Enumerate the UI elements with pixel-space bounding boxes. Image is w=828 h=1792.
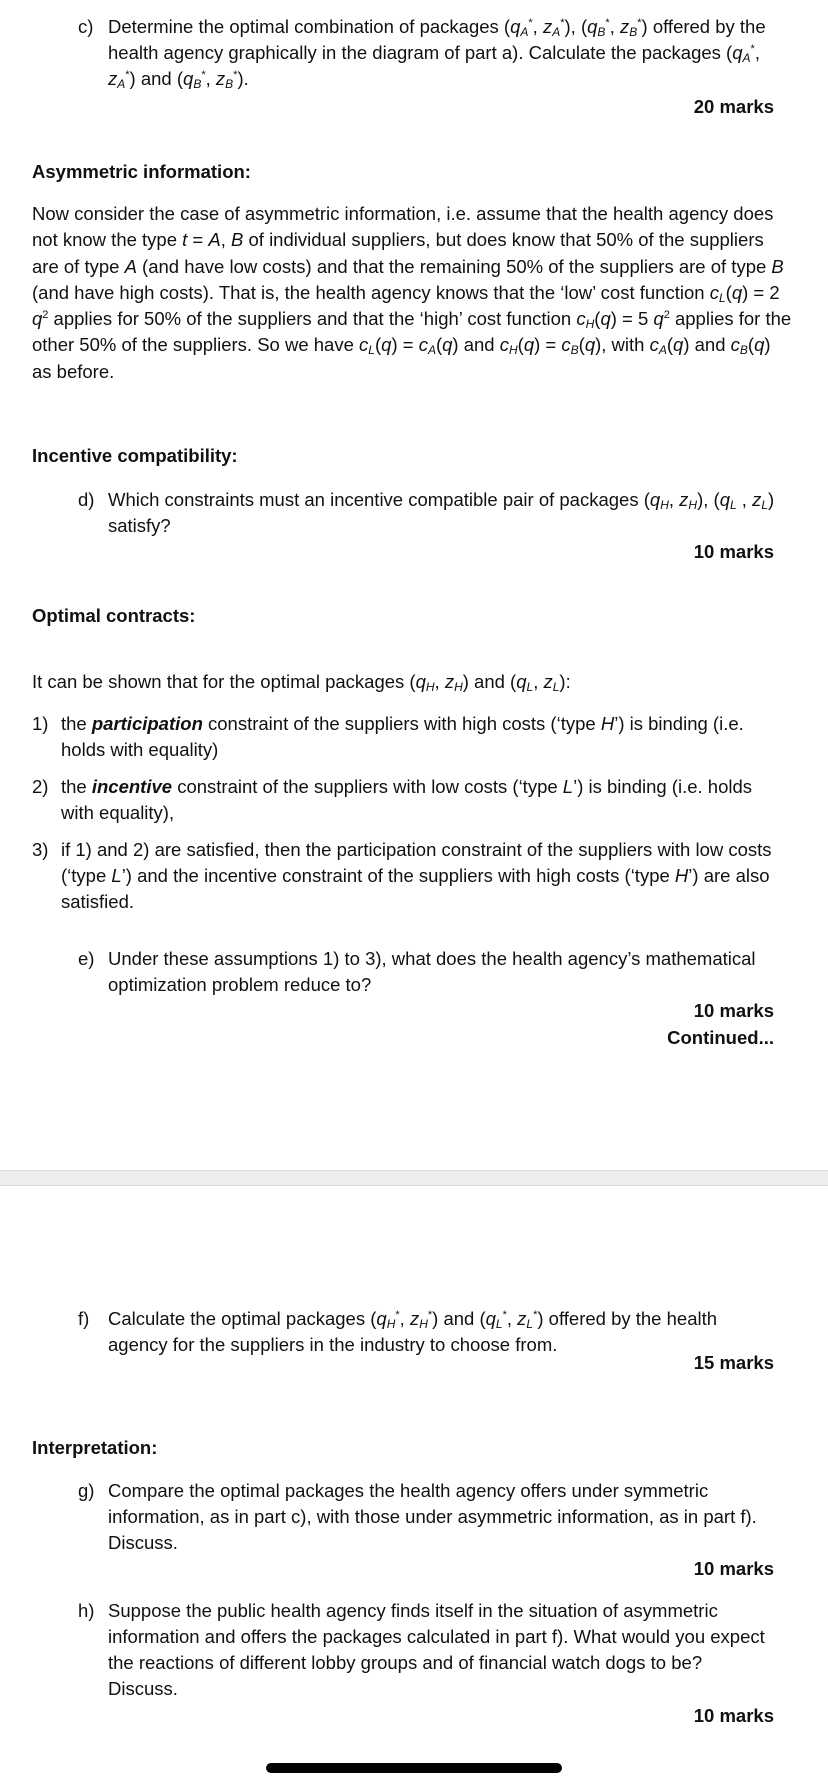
part-g-marks: 10 marks bbox=[693, 1558, 774, 1579]
part-h-marks: 10 marks bbox=[693, 1705, 774, 1726]
part-c-text: Determine the optimal combination of packages ($q_A^*$, $z_A^*$), ($q_B^*$, $z_B^*$) offered by the health agency graphically in the diagram of part a). Calculate the packages ($q_A^*$, $z_A^*$) and ($q_B^*$, $z_B^*$). bbox=[108, 16, 766, 91]
part-f-label: f) bbox=[78, 1308, 90, 1329]
interpretation-heading: Interpretation: bbox=[32, 1437, 158, 1458]
home-indicator[interactable] bbox=[266, 1763, 562, 1773]
part-h-text: Suppose the public health agency finds itself in the situation of asymmetric information and offers the packages calculated in part f). What would you expect the reactions of different lobby groups and of financial watch dogs to be? Discuss. bbox=[108, 1600, 765, 1699]
part-f-text: Calculate the optimal packages ($q_H^*$, $z_H^*$) and ($q_L^*$, $z_L^*$) offered by the health agency for the suppliers in the industry to choose from. bbox=[108, 1308, 718, 1355]
list-item-number: 3) bbox=[32, 839, 49, 860]
optimal-contracts-heading: Optimal contracts: bbox=[32, 605, 196, 626]
part-d-text: Which constraints must an incentive compatible pair of packages ($q_H$, $z_H$), ($q_L$ , $z_L$) satisfy? bbox=[108, 489, 775, 536]
list-item-text: if 1) and 2) are satisfied, then the participation constraint of the suppliers with low costs (‘type L’) and the incentive constraint of the suppliers with high costs (‘type H’) are also satisfied. bbox=[61, 839, 772, 912]
part-e-label: e) bbox=[78, 948, 95, 969]
asymmetric-info-paragraph: Now consider the case of asymmetric information, i.e. assume that the health agency does not know the type t = A, B of individual suppliers, but does know that 50% of the suppliers are of type A (and have low costs) and that the remaining 50% of the suppliers are of type B (and have high costs). That is, the health agency knows that the ‘low’ cost function $c_L(q) = 2$ $q^2$ applies for 50% of the suppliers and that the ‘high’ cost function $c_H(q) = 5$ $q^2$ applies for the other 50% of the suppliers. So we have $c_L(q) = c_A(q)$ and $c_H(q) = c_B(q)$, with $c_A(q)$ and $c_B(q)$ as before. bbox=[32, 203, 792, 382]
list-item-text: the participation constraint of the suppliers with high costs (‘type H’) is binding (i.e. holds with equality) bbox=[61, 713, 744, 760]
part-h-label: h) bbox=[78, 1600, 95, 1621]
part-g-label: g) bbox=[78, 1480, 95, 1501]
part-d-label: d) bbox=[78, 489, 95, 510]
part-g-text: Compare the optimal packages the health agency offers under symmetric information, as in part c), with those under asymmetric information, as in part f). Discuss. bbox=[108, 1480, 757, 1553]
page-divider bbox=[0, 1170, 828, 1186]
part-e-text: Under these assumptions 1) to 3), what does the health agency’s mathematical optimization problem reduce to? bbox=[108, 948, 756, 995]
incentive-compatibility-heading: Incentive compatibility: bbox=[32, 445, 238, 466]
list-item-text: the incentive constraint of the suppliers with low costs (‘type L’) is binding (i.e. holds with equality), bbox=[61, 776, 753, 823]
list-item-number: 2) bbox=[32, 776, 49, 797]
optimal-contracts-intro: It can be shown that for the optimal packages ($q_H$, $z_H$) and ($q_L$, $z_L$): bbox=[32, 671, 571, 694]
part-c-label: c) bbox=[78, 16, 94, 37]
part-f-marks: 15 marks bbox=[693, 1352, 774, 1373]
asymmetric-info-heading: Asymmetric information: bbox=[32, 161, 251, 182]
list-item-number: 1) bbox=[32, 713, 49, 734]
part-c-marks: 20 marks bbox=[693, 96, 774, 117]
part-d-marks: 10 marks bbox=[693, 541, 774, 562]
part-e-marks: 10 marks bbox=[693, 1000, 774, 1021]
continued-note: Continued... bbox=[667, 1027, 774, 1048]
